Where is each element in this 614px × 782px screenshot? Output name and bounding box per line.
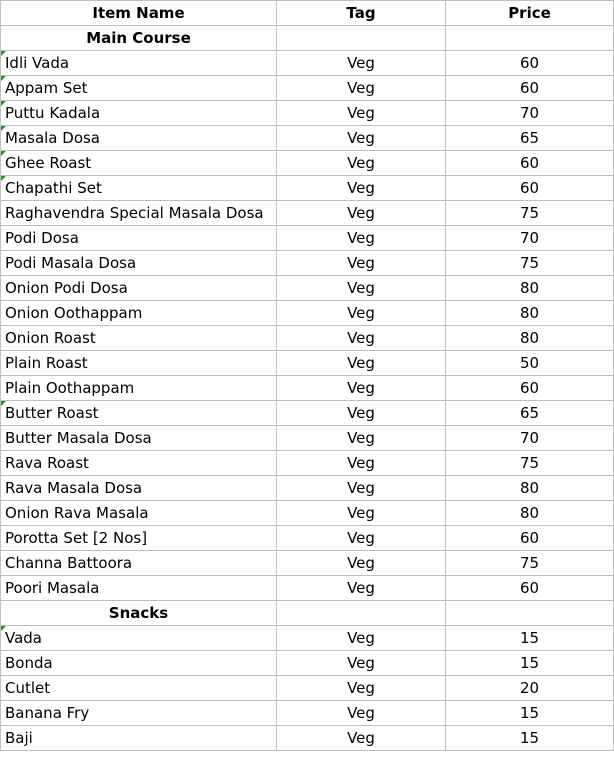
table-row [1,351,614,376]
price-cell[interactable]: 60 [446,151,614,176]
table-row [1,451,614,476]
tag-cell[interactable]: Veg [277,376,446,401]
price-cell[interactable]: 70 [446,101,614,126]
tag-cell[interactable]: Veg [277,501,446,526]
price-cell[interactable]: 75 [446,251,614,276]
table-row [1,201,614,226]
tag-cell[interactable]: Veg [277,626,446,651]
table-row [1,251,614,276]
tag-cell[interactable]: Veg [277,451,446,476]
table-row [1,326,614,351]
price-cell[interactable]: 80 [446,276,614,301]
item-name-cell[interactable]: Raghavendra Special Masala Dosa [1,201,277,226]
item-name-cell[interactable]: Chapathi Set [1,176,277,201]
section-title[interactable]: Main Course [1,26,277,51]
item-name-cell[interactable]: Poori Masala [1,576,277,601]
table-row [1,676,614,701]
table-row [1,701,614,726]
price-cell[interactable]: 15 [446,726,614,751]
price-cell[interactable]: 75 [446,451,614,476]
tag-cell[interactable]: Veg [277,476,446,501]
table-row [1,626,614,651]
tag-cell[interactable]: Veg [277,526,446,551]
tag-cell[interactable]: Veg [277,551,446,576]
item-name-cell[interactable]: Onion Roast [1,326,277,351]
section-tag-cell[interactable] [277,601,446,626]
tag-cell[interactable]: Veg [277,151,446,176]
table-row [1,276,614,301]
price-cell[interactable]: 75 [446,551,614,576]
tag-cell[interactable]: Veg [277,76,446,101]
header-price[interactable]: Price [446,1,614,26]
table-row [1,301,614,326]
section-price-cell[interactable] [446,601,614,626]
price-cell[interactable]: 80 [446,301,614,326]
price-cell[interactable]: 80 [446,476,614,501]
tag-cell[interactable]: Veg [277,226,446,251]
item-name-cell[interactable]: Ghee Roast [1,151,277,176]
section-price-cell[interactable] [446,26,614,51]
tag-cell[interactable]: Veg [277,51,446,76]
item-name-cell[interactable]: Onion Rava Masala [1,501,277,526]
tag-cell[interactable]: Veg [277,651,446,676]
price-cell[interactable]: 60 [446,376,614,401]
item-name-cell[interactable]: Appam Set [1,76,277,101]
header-row [1,1,614,26]
price-cell[interactable]: 60 [446,76,614,101]
price-cell[interactable]: 80 [446,501,614,526]
item-name-cell[interactable]: Onion Oothappam [1,301,277,326]
item-name-cell[interactable]: Rava Roast [1,451,277,476]
table-row [1,151,614,176]
item-name-cell[interactable]: Podi Masala Dosa [1,251,277,276]
item-name-cell[interactable]: Plain Roast [1,351,277,376]
price-cell[interactable]: 65 [446,126,614,151]
table-row [1,726,614,751]
price-cell[interactable]: 15 [446,626,614,651]
price-cell[interactable]: 50 [446,351,614,376]
price-cell[interactable]: 70 [446,226,614,251]
item-name-cell[interactable]: Plain Oothappam [1,376,277,401]
tag-cell[interactable]: Veg [277,701,446,726]
item-name-cell[interactable]: Podi Dosa [1,226,277,251]
table-row [1,176,614,201]
table-row [1,526,614,551]
item-name-cell[interactable]: Masala Dosa [1,126,277,151]
tag-cell[interactable]: Veg [277,726,446,751]
table-row [1,376,614,401]
price-cell[interactable]: 60 [446,176,614,201]
table-row [1,126,614,151]
section-header-row [1,26,614,51]
table-row [1,576,614,601]
item-name-cell[interactable]: Onion Podi Dosa [1,276,277,301]
tag-cell[interactable]: Veg [277,301,446,326]
price-cell[interactable]: 65 [446,401,614,426]
item-name-cell[interactable]: Idli Vada [1,51,277,76]
item-name-cell[interactable]: Puttu Kadala [1,101,277,126]
tag-cell[interactable]: Veg [277,251,446,276]
price-cell[interactable]: 15 [446,651,614,676]
tag-cell[interactable]: Veg [277,401,446,426]
table-row [1,426,614,451]
section-title[interactable]: Snacks [1,601,277,626]
price-cell[interactable]: 75 [446,201,614,226]
item-name-cell[interactable]: Cutlet [1,676,277,701]
tag-cell[interactable]: Veg [277,126,446,151]
tag-cell[interactable]: Veg [277,101,446,126]
item-name-cell[interactable]: Banana Fry [1,701,277,726]
table-body [1,26,614,751]
tag-cell[interactable]: Veg [277,351,446,376]
item-name-cell[interactable]: Bonda [1,651,277,676]
price-cell[interactable]: 70 [446,426,614,451]
table-row [1,401,614,426]
table-row [1,101,614,126]
price-cell[interactable]: 20 [446,676,614,701]
table-row [1,551,614,576]
table-row [1,226,614,251]
section-header-row [1,601,614,626]
price-cell[interactable]: 60 [446,51,614,76]
item-name-cell[interactable]: Butter Roast [1,401,277,426]
header-item-name[interactable]: Item Name [1,1,277,26]
item-name-cell[interactable]: Butter Masala Dosa [1,426,277,451]
table-row [1,51,614,76]
item-name-cell[interactable]: Baji [1,726,277,751]
tag-cell[interactable]: Veg [277,326,446,351]
item-name-cell[interactable]: Channa Battoora [1,551,277,576]
table-row [1,76,614,101]
header-tag[interactable]: Tag [277,1,446,26]
table-row [1,476,614,501]
tag-cell[interactable]: Veg [277,676,446,701]
table-row [1,501,614,526]
table-row [1,651,614,676]
tag-cell[interactable]: Veg [277,426,446,451]
item-name-cell[interactable]: Vada [1,626,277,651]
tag-cell[interactable]: Veg [277,276,446,301]
price-cell[interactable]: 15 [446,701,614,726]
tag-cell[interactable]: Veg [277,576,446,601]
item-name-cell[interactable]: Porotta Set [2 Nos] [1,526,277,551]
price-cell[interactable]: 60 [446,576,614,601]
section-tag-cell[interactable] [277,26,446,51]
price-cell[interactable]: 80 [446,326,614,351]
price-cell[interactable]: 60 [446,526,614,551]
tag-cell[interactable]: Veg [277,176,446,201]
tag-cell[interactable]: Veg [277,201,446,226]
item-name-cell[interactable]: Rava Masala Dosa [1,476,277,501]
